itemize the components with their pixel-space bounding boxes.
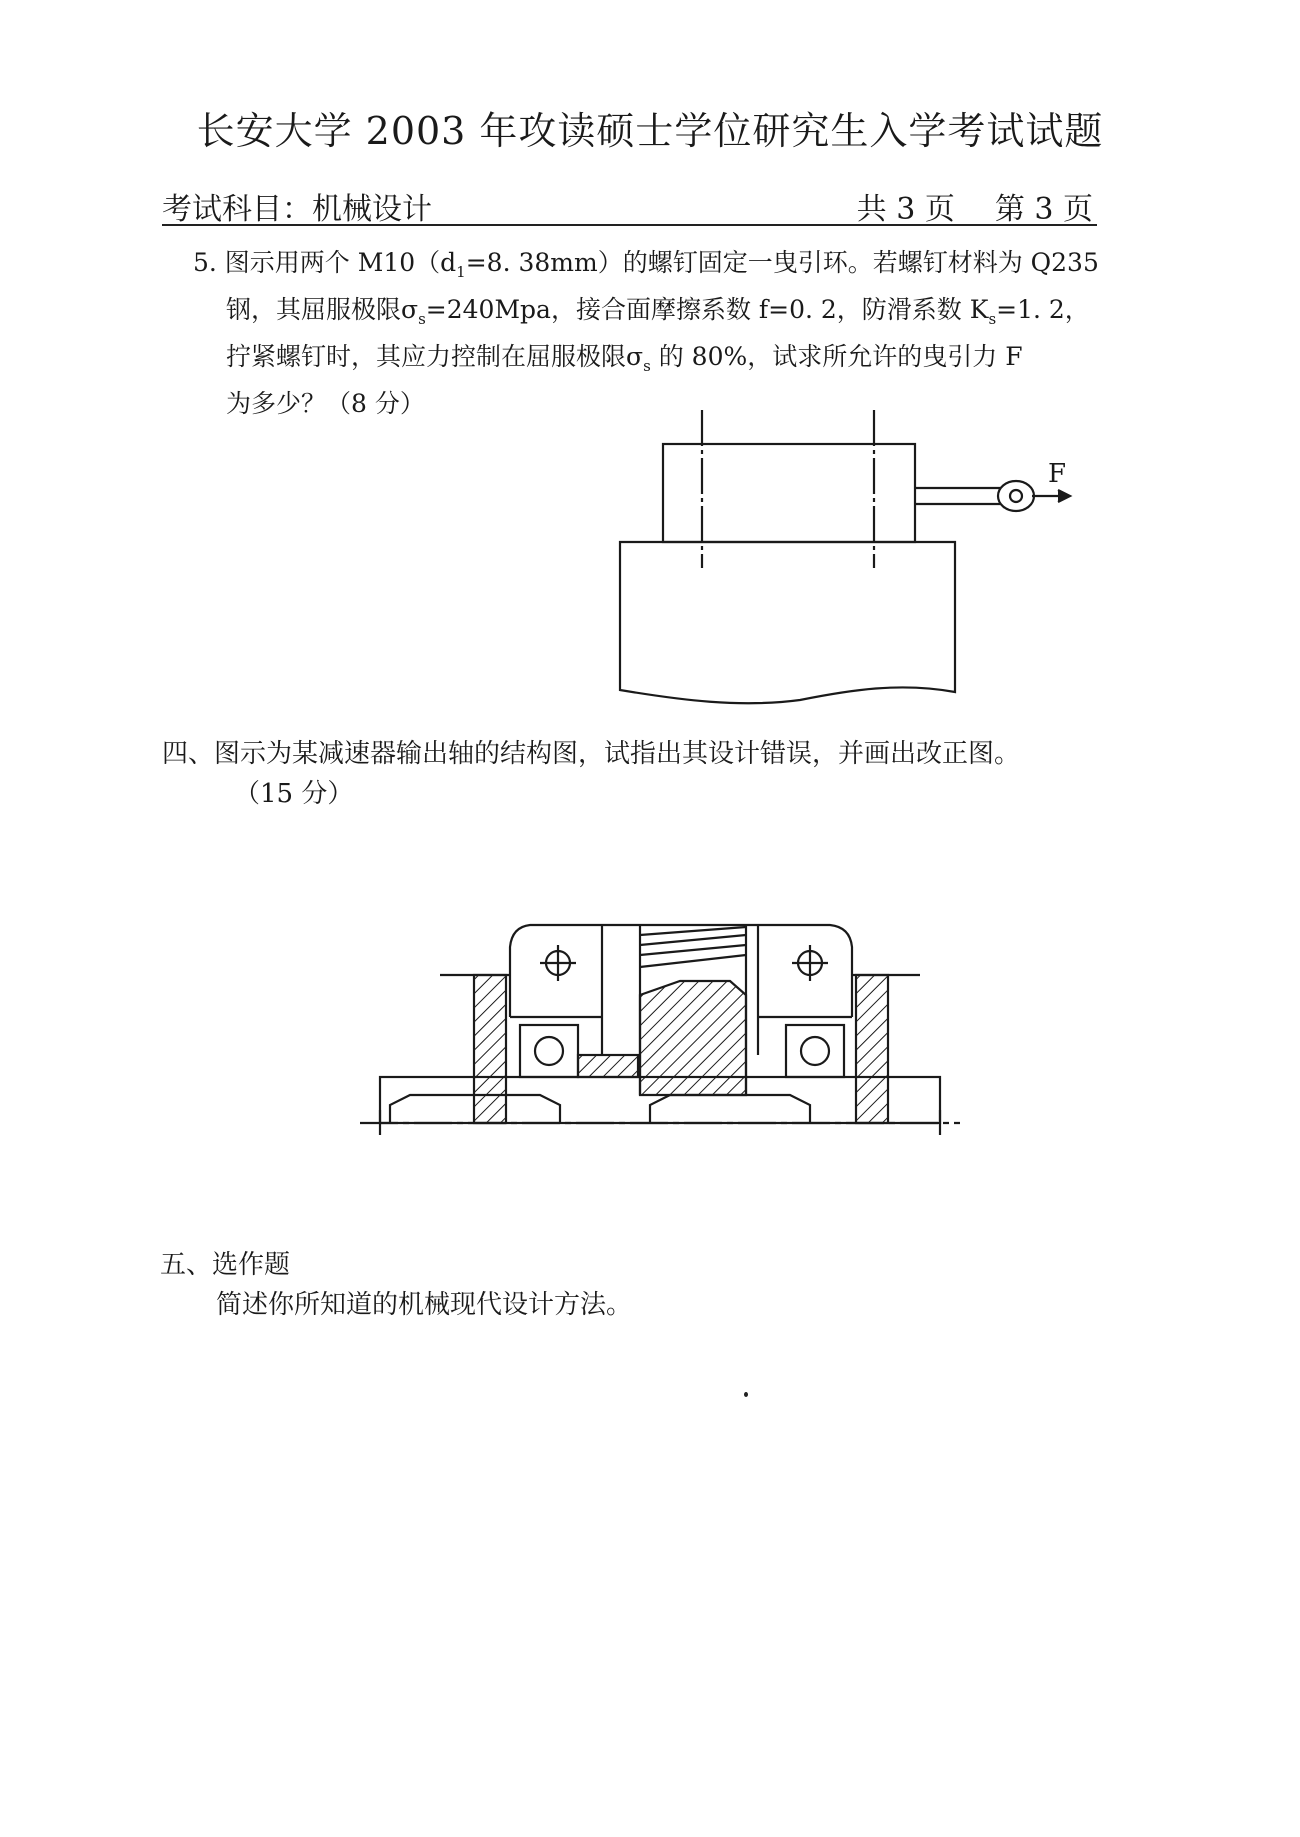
exam-title: 长安大学 2003 年攻读硕士学位研究生入学考试试题 [196,109,1104,153]
section-4-text: 四、图示为某减速器输出轴的结构图，试指出其设计错误，并画出改正图。 [162,739,1021,769]
question-5-line-2: 钢，其屈服极限$\sigma_s=240Mpa$，接合面摩擦系数 f=0. 2，防滑系数 $K_s=1$. 2， [226,295,1090,328]
bearing-right [786,1025,844,1077]
traction-ring-hole [1010,490,1022,502]
exam-header [162,184,1097,226]
section-5-body: 简述你所知道的机械现代设计方法。 [216,1290,633,1320]
section-5 [160,1245,632,1325]
section-5-heading: 五、选作题 [160,1250,291,1280]
question-5-line-4: 为多少？（8 分） [226,389,425,418]
bolted-ring-figure [600,400,1120,710]
shaft-structure-figure [350,905,970,1140]
base-plate [620,542,955,703]
end-cap-left [474,975,506,1123]
question-5-line-1: 5. 图示用两个 $M10(d_1=8$. 38mm）的螺钉固定一曳引环。若螺钉材料为 Q235 [193,248,1099,281]
section-4-score: （15 分） [234,779,354,809]
force-label: F [1048,459,1067,489]
spacer-sleeve [578,1055,638,1077]
question-5-line-3: 拧紧螺钉时，其应力控制在屈服极限$\sigma_s$ 的 80%，试求所允许的曳引力 F [226,342,1023,375]
total-pages: 共 3 页 [856,192,955,227]
bearing-left [520,1025,578,1077]
scan-speck [744,1392,748,1397]
gear-teeth [640,927,746,967]
current-page: 第 3 页 [994,192,1093,227]
page-info [817,184,1093,228]
section-4 [162,734,1162,814]
end-cap-right [856,975,888,1123]
exam-subject: 考试科目：机械设计 [162,192,432,227]
traction-ring [998,481,1034,511]
clamp-block [663,444,915,542]
force-arrow-head [1058,490,1070,502]
question-5 [193,244,1153,423]
